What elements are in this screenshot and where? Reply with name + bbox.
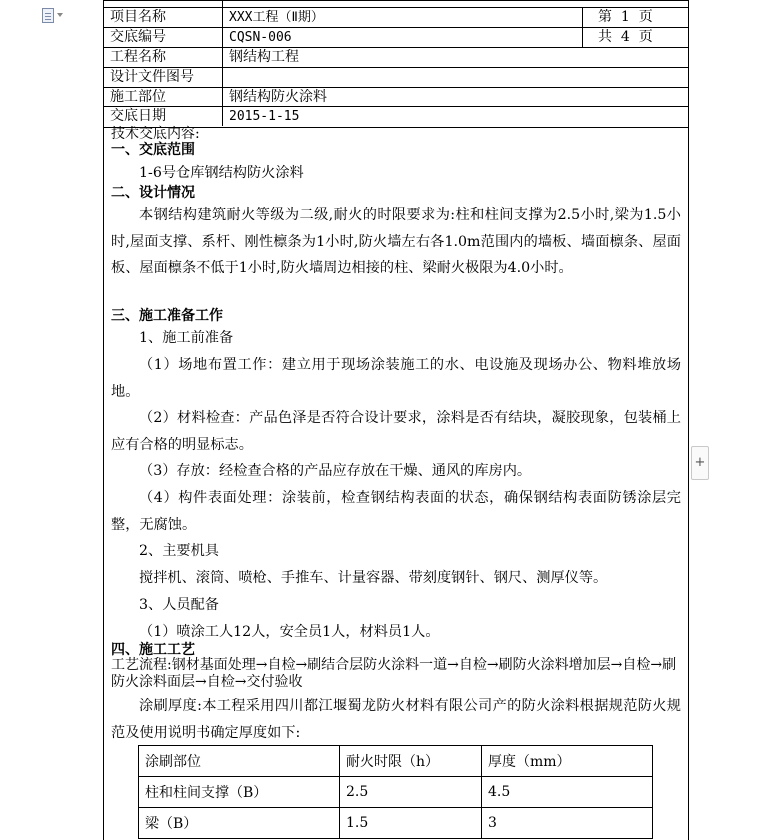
section-title-1: 一、交底范围 — [111, 142, 195, 158]
tools-text: 搅拌机、滚筒、喷枪、手推车、计量容器、带刻度钢针、钢尺、测厚仪等。 — [139, 570, 608, 586]
intro-text: 技术交底内容: — [111, 126, 200, 142]
section-2-text: 本钢结构建筑耐火等级为二级,耐火的时限要求为:柱和柱间支撑为2.5小时,梁为1.5小时,屋面支撑、系杆、刚性檩条为1小时,防火墙左右各1.0m范围内的墙板、墙面檩条、屋面板、屋面檩条不低于1小时,防火墙周边相接的柱、梁耐火极限为4.0小时。 — [111, 207, 681, 276]
document-page — [103, 0, 689, 840]
table-cell: 柱和柱间支撑（B） — [139, 777, 340, 808]
section-title-2: 二、设计情况 — [111, 185, 195, 201]
section-title-4: 四、施工工艺 — [111, 642, 195, 658]
staff-subtitle: 3、人员配备 — [139, 597, 219, 613]
header-row-location — [104, 87, 688, 108]
value-name: 钢结构工程 — [229, 49, 299, 65]
prep-item-1: （1）场地布置工作：建立用于现场涂装施工的水、电设施及现场办公、物料堆放场地。 — [111, 357, 681, 400]
page-glyph — [42, 8, 54, 23]
page-current: 第 1 页 — [598, 9, 653, 25]
chevron-down-icon[interactable] — [57, 13, 63, 17]
header-row-name — [104, 47, 688, 68]
thickness-table — [138, 745, 653, 839]
prep-item-4: （4）构件表面处理：涂装前，检查钢结构表面的状态，确保钢结构表面防锈涂层完整，无腐蚀。 — [111, 490, 681, 533]
tools-subtitle: 2、主要机具 — [139, 543, 219, 559]
thickness-text: 涂刷厚度:本工程采用四川都江堰蜀龙防火材料有限公司产的防火涂料根据规范防火规范及使用说明书确定厚度如下: — [111, 698, 681, 741]
header-top-strip — [104, 0, 688, 8]
table-header-row — [139, 746, 653, 777]
label-code: 交底编号 — [110, 29, 166, 45]
process-flow: 工艺流程:钢材基面处理→自检→刷结合层防火涂料一道→自检→刷防火涂料增加层→自检→刷防火涂料面层→自检→交付验收 — [111, 657, 677, 690]
page-total: 共 4 页 — [598, 29, 653, 45]
label-drawing: 设计文件图号 — [110, 69, 194, 85]
label-project: 项目名称 — [110, 9, 166, 25]
table-cell: 4.5 — [482, 777, 653, 808]
staff-text: （1）喷涂工人12人，安全员1人，材料员1人。 — [139, 624, 440, 640]
table-header-cell: 涂刷部位 — [139, 746, 340, 777]
value-project: XXX工程（Ⅱ期） — [229, 10, 324, 25]
label-date: 交底日期 — [110, 108, 166, 124]
expand-button[interactable]: + — [691, 446, 709, 480]
prep-subtitle: 1、施工前准备 — [139, 330, 234, 346]
table-header-cell: 耐火时限（h） — [340, 746, 482, 777]
value-location: 钢结构防火涂料 — [229, 89, 327, 105]
label-name: 工程名称 — [110, 49, 166, 65]
table-row — [139, 808, 653, 839]
value-date: 2015-1-15 — [229, 109, 300, 124]
section-title-3: 三、施工准备工作 — [111, 308, 223, 324]
header-divider — [222, 0, 223, 126]
header-row-project — [104, 7, 688, 28]
table-row — [139, 777, 653, 808]
prep-item-3: （3）存放：经检查合格的产品应存放在干燥、通风的库房内。 — [139, 463, 532, 479]
header-row-drawing — [104, 67, 688, 88]
table-cell: 梁（B） — [139, 808, 340, 839]
table-cell: 1.5 — [340, 808, 482, 839]
table-cell: 2.5 — [340, 777, 482, 808]
page-divider — [582, 7, 583, 47]
table-cell: 3 — [482, 808, 653, 839]
document-icon[interactable] — [42, 8, 64, 24]
label-location: 施工部位 — [110, 89, 166, 105]
header-row-code — [104, 27, 688, 48]
value-code: CQSN-006 — [229, 30, 292, 45]
prep-item-2: （2）材料检查：产品色泽是否符合设计要求，涂料是否有结块，凝胶现象，包装桶上应有合格的明显标志。 — [111, 410, 681, 453]
section-1-text: 1-6号仓库钢结构防火涂料 — [139, 165, 304, 181]
table-header-cell: 厚度（mm） — [482, 746, 653, 777]
